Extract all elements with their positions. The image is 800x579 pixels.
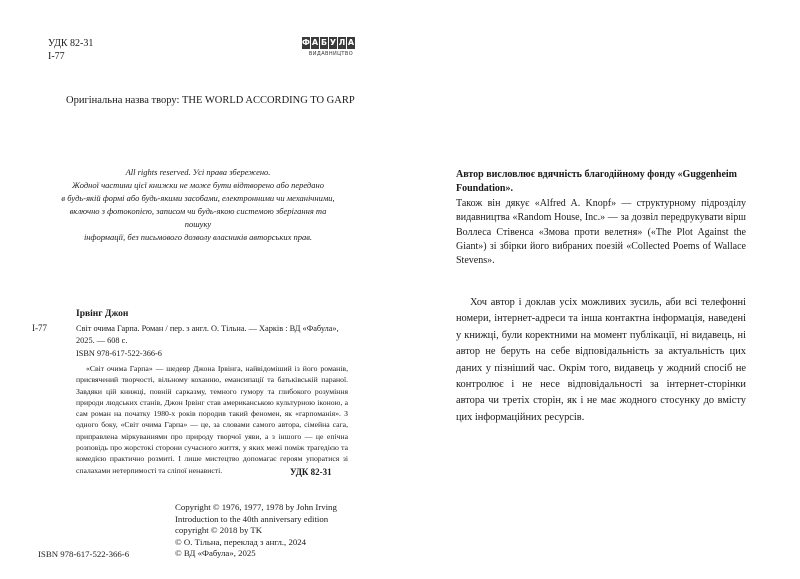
logo-letter: Л xyxy=(338,38,346,47)
rights-line: в будь-якій формі або будь-якими засобами, електронними чи механічними, xyxy=(61,193,335,203)
catalog-description xyxy=(76,323,348,360)
publisher-logo xyxy=(302,37,360,59)
catalog-desc-line: 2025. — 608 с. xyxy=(76,336,128,346)
copyright-line: Introduction to the 40th anniversary edition xyxy=(175,513,329,524)
rights-notice xyxy=(58,166,338,244)
right-page xyxy=(400,0,800,579)
catalog-author: Ірвінг Джон xyxy=(76,309,129,319)
rights-line: включно з фотокопією, записом чи будь-якою системою зберігання та пошуку xyxy=(69,206,327,229)
copyright-line: copyright © 2018 by TK xyxy=(175,525,263,535)
acknowledgements-body: Також він дякує «Alfred A. Knopf» — структурному підрозділу видавництва «Random House, Inc.» — за дозвіл передрукувати вірш Воллеса Стівенса «Змова проти велетня» («The Plot Against the Giant») зі збірки його вибраних поезій «Collected Poems of Wallace Stevens». xyxy=(456,197,746,267)
acknowledgements-heading: Автор висловлює вдячність благодійному фонду «Guggenheim Foundation». xyxy=(456,169,737,195)
logo-letter: Ф xyxy=(302,38,310,47)
copyright-block xyxy=(175,502,337,560)
disclaimer: Хоч автор і доклав усіх можливих зусиль, аби всі телефонні номери, інтернет-адреси та інша контактна інформація, наведені у книжці, були коректними на момент публікації, ні видавець, ні автор не беруть на себе відповідальність за актуальність цих даних у пізніший час. Окрім того, видавець у жодний спосіб не контролює і не несе відповідальності за інтернет-сторінки автора чи третіх сторін, як і не має жодного стосунку до вмісту цих інформаційних ресурсів. xyxy=(456,297,746,423)
copyright-line: © ВД «Фабула», 2025 xyxy=(175,548,256,558)
logo-subtitle: ВИДАВНИЦТВО xyxy=(308,51,354,57)
original-title: Оригінальна назва твору: THE WORLD ACCORDING TO GARP xyxy=(66,95,355,106)
rights-line: інформації, без письмового дозволу власників авторських прав. xyxy=(83,232,313,242)
logo-letter: А xyxy=(311,38,319,47)
udk-bottom: УДК 82-31 xyxy=(290,467,332,477)
catalog-desc-line: Світ очима Гарпа. Роман / пер. з англ. О. Тільна. — Харків : ВД «Фабула», xyxy=(76,324,339,333)
copyright-line: Copyright © 1976, 1977, 1978 by John Irving xyxy=(175,502,337,512)
logo-letter: А xyxy=(347,38,355,47)
rights-line: All rights reserved. Усі права збережено. xyxy=(125,167,271,177)
catalog-abstract: «Світ очима Гарпа» — шедевр Джона Ірвінга, найвідоміший із його романів, присвячений творчості, вільному коханню, емансипації та батьківській параної. Завдяки цій книжці, повній сарказму, темного гумору та глибокого розуміння природи людських станів, Джон Ірвінг став американською культурною іконою, а сам роман на початку 1980-х років породив такий феномен, як «гарпоманія». З одного боку, «Світ очима Гарпа» — це, за словами самого автора, сімейна сага, приправлена міркуваннями про природу творчої уяви, а з іншого — це епічна розповідь про жорстокі сторони сучасного життя, у яких межі поміж трагедією та комедією практично розмиті. І лише мистецтво допомагає героям упоратися зі спалахами нетерпимості та сліпої ненависті. xyxy=(76,364,348,475)
copyright-line: © О. Тільна, переклад з англ., 2024 xyxy=(175,536,307,547)
acknowledgements xyxy=(456,168,746,269)
rights-line: Жодної частини цієї книжки не може бути відтворено або передано xyxy=(72,180,324,190)
logo-letter: У xyxy=(329,38,337,47)
isbn-bottom: ISBN 978-617-522-366-6 xyxy=(38,549,130,559)
logo-letter: Б xyxy=(320,38,328,47)
logo-letters xyxy=(302,37,360,49)
catalog-isbn: ISBN 978-617-522-366-6 xyxy=(76,348,162,358)
udk-top xyxy=(48,37,93,63)
udk-top-code: УДК 82-31 xyxy=(48,38,94,49)
udk-top-index: І-77 xyxy=(48,51,65,62)
catalog-index: І-77 xyxy=(32,323,47,333)
